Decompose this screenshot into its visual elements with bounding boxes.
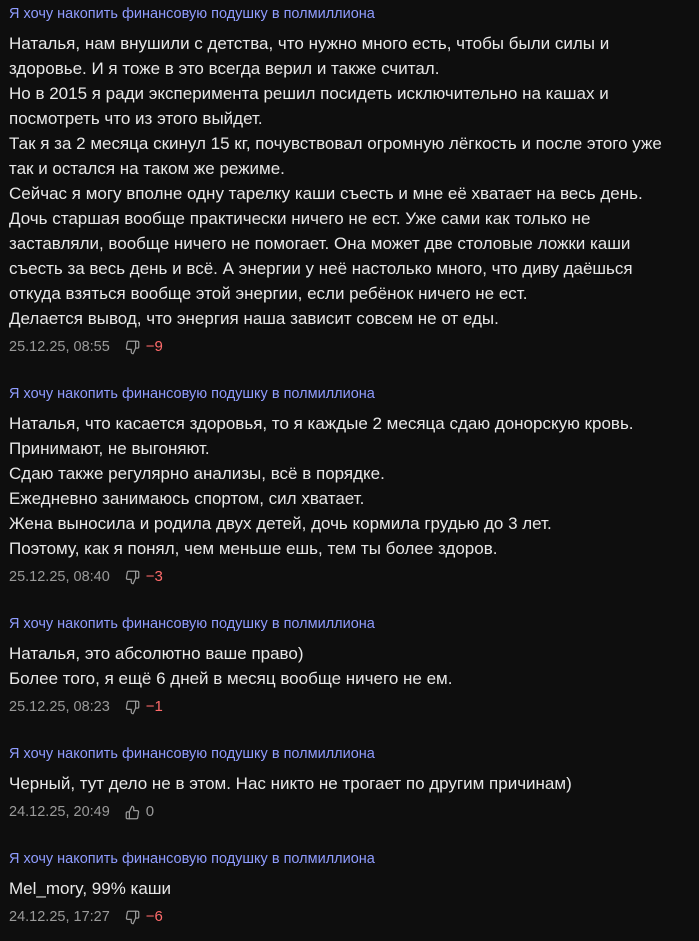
comment-line: Черный, тут дело не в этом. Нас никто не трогает по другим причинам) (9, 774, 572, 793)
comment-text (9, 771, 691, 796)
comment-score: −9 (145, 338, 163, 355)
comment-score: −3 (145, 568, 163, 585)
comment-item (9, 5, 691, 357)
source-link[interactable]: Я хочу накопить финансовую подушку в полмиллиона (9, 6, 375, 22)
source-link[interactable]: Я хочу накопить финансовую подушку в полмиллиона (9, 386, 375, 402)
comment-line: съесть за весь день и всё. А энергии у неё настолько много, что диву даёшься (9, 259, 633, 278)
comment-line: Но в 2015 я ради эксперимента решил посидеть исключительно на кашах и (9, 84, 609, 103)
comment-text (9, 31, 691, 331)
comment-date: 25.12.25, 08:23 (9, 699, 110, 715)
comment-line: Наталья, это абсолютно ваше право) (9, 644, 304, 663)
comment-item (9, 850, 691, 927)
comment-meta (9, 697, 691, 717)
comment-meta (9, 567, 691, 587)
comment-line: здоровье. И я тоже в это всегда верил и также считал. (9, 59, 440, 78)
comment-line: Сейчас я могу вполне одну тарелку каши съесть и мне её хватает на весь день. (9, 184, 643, 203)
comment-date: 24.12.25, 17:27 (9, 909, 110, 925)
comment-line: посмотреть что из этого выйдет. (9, 109, 263, 128)
source-link[interactable]: Я хочу накопить финансовую подушку в полмиллиона (9, 851, 375, 867)
source-link[interactable]: Я хочу накопить финансовую подушку в полмиллиона (9, 746, 375, 762)
thumbs-down-icon[interactable] (124, 908, 142, 926)
thumbs-up-icon[interactable] (124, 803, 142, 821)
comment-item (9, 615, 691, 717)
comment-line: откуда взяться вообще этой энергии, если ребёнок ничего не ест. (9, 284, 528, 303)
comment-text (9, 411, 691, 561)
comment-date: 25.12.25, 08:40 (9, 569, 110, 585)
comment-item (9, 745, 691, 822)
comment-line: Дочь старшая вообще практически ничего не ест. Уже сами как только не (9, 209, 591, 228)
comment-line: заставляли, вообще ничего не помогает. Она может две столовые ложки каши (9, 234, 631, 253)
comment-score: −6 (145, 908, 163, 925)
comment-date: 25.12.25, 08:55 (9, 339, 110, 355)
comment-line: Ежедневно занимаюсь спортом, сил хватает. (9, 489, 365, 508)
comment-line: Жена выносила и родила двух детей, дочь кормила грудью до 3 лет. (9, 514, 552, 533)
comment-line: Сдаю также регулярно анализы, всё в порядке. (9, 464, 385, 483)
comment-item (9, 385, 691, 587)
comment-score: 0 (145, 803, 155, 820)
comment-meta (9, 907, 691, 927)
thumbs-down-icon[interactable] (124, 338, 142, 356)
comment-line: Mel_mory, 99% каши (9, 879, 171, 898)
comment-score: −1 (145, 698, 163, 715)
thumbs-down-icon[interactable] (124, 698, 142, 716)
comment-line: Наталья, нам внушили с детства, что нужно много есть, чтобы были силы и (9, 34, 610, 53)
comment-date: 24.12.25, 20:49 (9, 804, 110, 820)
thumbs-down-icon[interactable] (124, 568, 142, 586)
source-link[interactable]: Я хочу накопить финансовую подушку в полмиллиона (9, 616, 375, 632)
comment-line: Так я за 2 месяца скинул 15 кг, почувствовал огромную лёгкость и после этого уже (9, 134, 662, 153)
comment-line: Наталья, что касается здоровья, то я каждые 2 месяца сдаю донорскую кровь. (9, 414, 634, 433)
comment-line: Более того, я ещё 6 дней в месяц вообще ничего не ем. (9, 669, 453, 688)
comment-meta (9, 802, 691, 822)
comment-line: Делается вывод, что энергия наша зависит совсем не от еды. (9, 309, 499, 328)
comment-text (9, 876, 691, 901)
comment-line: Принимают, не выгоняют. (9, 439, 210, 458)
comment-line: так и остался на таком же режиме. (9, 159, 285, 178)
comment-meta (9, 337, 691, 357)
comment-text (9, 641, 691, 691)
comment-line: Поэтому, как я понял, чем меньше ешь, тем ты более здоров. (9, 539, 498, 558)
